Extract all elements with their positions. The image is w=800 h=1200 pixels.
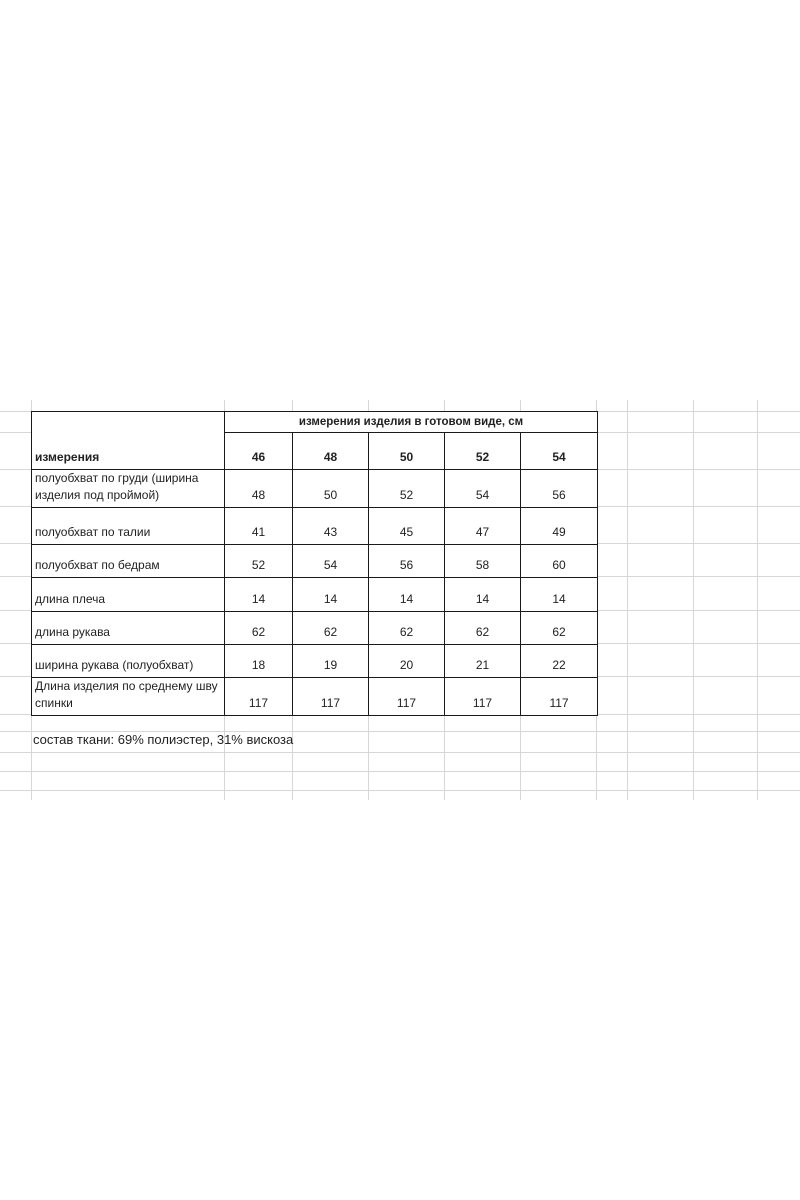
table-cell: 117 bbox=[225, 678, 293, 716]
table-cell: 60 bbox=[521, 545, 598, 578]
size-header: 50 bbox=[369, 433, 445, 470]
table-cell: 54 bbox=[445, 470, 521, 508]
table-row bbox=[32, 578, 598, 612]
table-caption-row bbox=[32, 412, 598, 433]
size-measurements-table bbox=[31, 411, 598, 716]
table-cell: 50 bbox=[293, 470, 369, 508]
table-cell: 43 bbox=[293, 508, 369, 545]
row-label: длина рукава bbox=[32, 612, 225, 645]
table-cell: 117 bbox=[521, 678, 598, 716]
table-cell: 19 bbox=[293, 645, 369, 678]
table-row bbox=[32, 678, 598, 716]
row-label: полуобхват по талии bbox=[32, 508, 225, 545]
table-cell: 62 bbox=[521, 612, 598, 645]
row-label: длина плеча bbox=[32, 578, 225, 612]
table-cell: 47 bbox=[445, 508, 521, 545]
row-label: ширина рукава (полуобхват) bbox=[32, 645, 225, 678]
table-cell: 14 bbox=[445, 578, 521, 612]
table-cell: 56 bbox=[521, 470, 598, 508]
table-cell: 62 bbox=[225, 612, 293, 645]
row-label: полуобхват по бедрам bbox=[32, 545, 225, 578]
table-cell: 52 bbox=[369, 470, 445, 508]
table-cell: 14 bbox=[369, 578, 445, 612]
table-cell: 117 bbox=[293, 678, 369, 716]
table-cell: 117 bbox=[369, 678, 445, 716]
table-cell: 52 bbox=[225, 545, 293, 578]
table-cell: 62 bbox=[369, 612, 445, 645]
measurements-column-header: измерения bbox=[32, 412, 225, 470]
table-cell: 49 bbox=[521, 508, 598, 545]
table-cell: 21 bbox=[445, 645, 521, 678]
table-cell: 62 bbox=[445, 612, 521, 645]
table-cell: 14 bbox=[293, 578, 369, 612]
row-label: полуобхват по груди (ширина изделия под проймой) bbox=[32, 470, 225, 508]
table-row bbox=[32, 545, 598, 578]
size-header: 54 bbox=[521, 433, 598, 470]
table-cell: 45 bbox=[369, 508, 445, 545]
table-row bbox=[32, 508, 598, 545]
table-cell: 20 bbox=[369, 645, 445, 678]
table-cell: 56 bbox=[369, 545, 445, 578]
size-header: 52 bbox=[445, 433, 521, 470]
table-cell: 22 bbox=[521, 645, 598, 678]
table-cell: 117 bbox=[445, 678, 521, 716]
table-cell: 14 bbox=[225, 578, 293, 612]
table-caption: измерения изделия в готовом виде, см bbox=[225, 412, 598, 433]
row-label: Длина изделия по среднему шву спинки bbox=[32, 678, 225, 716]
size-header: 46 bbox=[225, 433, 293, 470]
table-cell: 58 bbox=[445, 545, 521, 578]
size-header: 48 bbox=[293, 433, 369, 470]
table-row bbox=[32, 645, 598, 678]
table-row bbox=[32, 470, 598, 508]
table-cell: 41 bbox=[225, 508, 293, 545]
table-cell: 62 bbox=[293, 612, 369, 645]
table-row bbox=[32, 612, 598, 645]
table-cell: 14 bbox=[521, 578, 598, 612]
table-cell: 18 bbox=[225, 645, 293, 678]
table-cell: 48 bbox=[225, 470, 293, 508]
fabric-composition-note: состав ткани: 69% полиэстер, 31% вискоза bbox=[33, 732, 294, 747]
table-cell: 54 bbox=[293, 545, 369, 578]
